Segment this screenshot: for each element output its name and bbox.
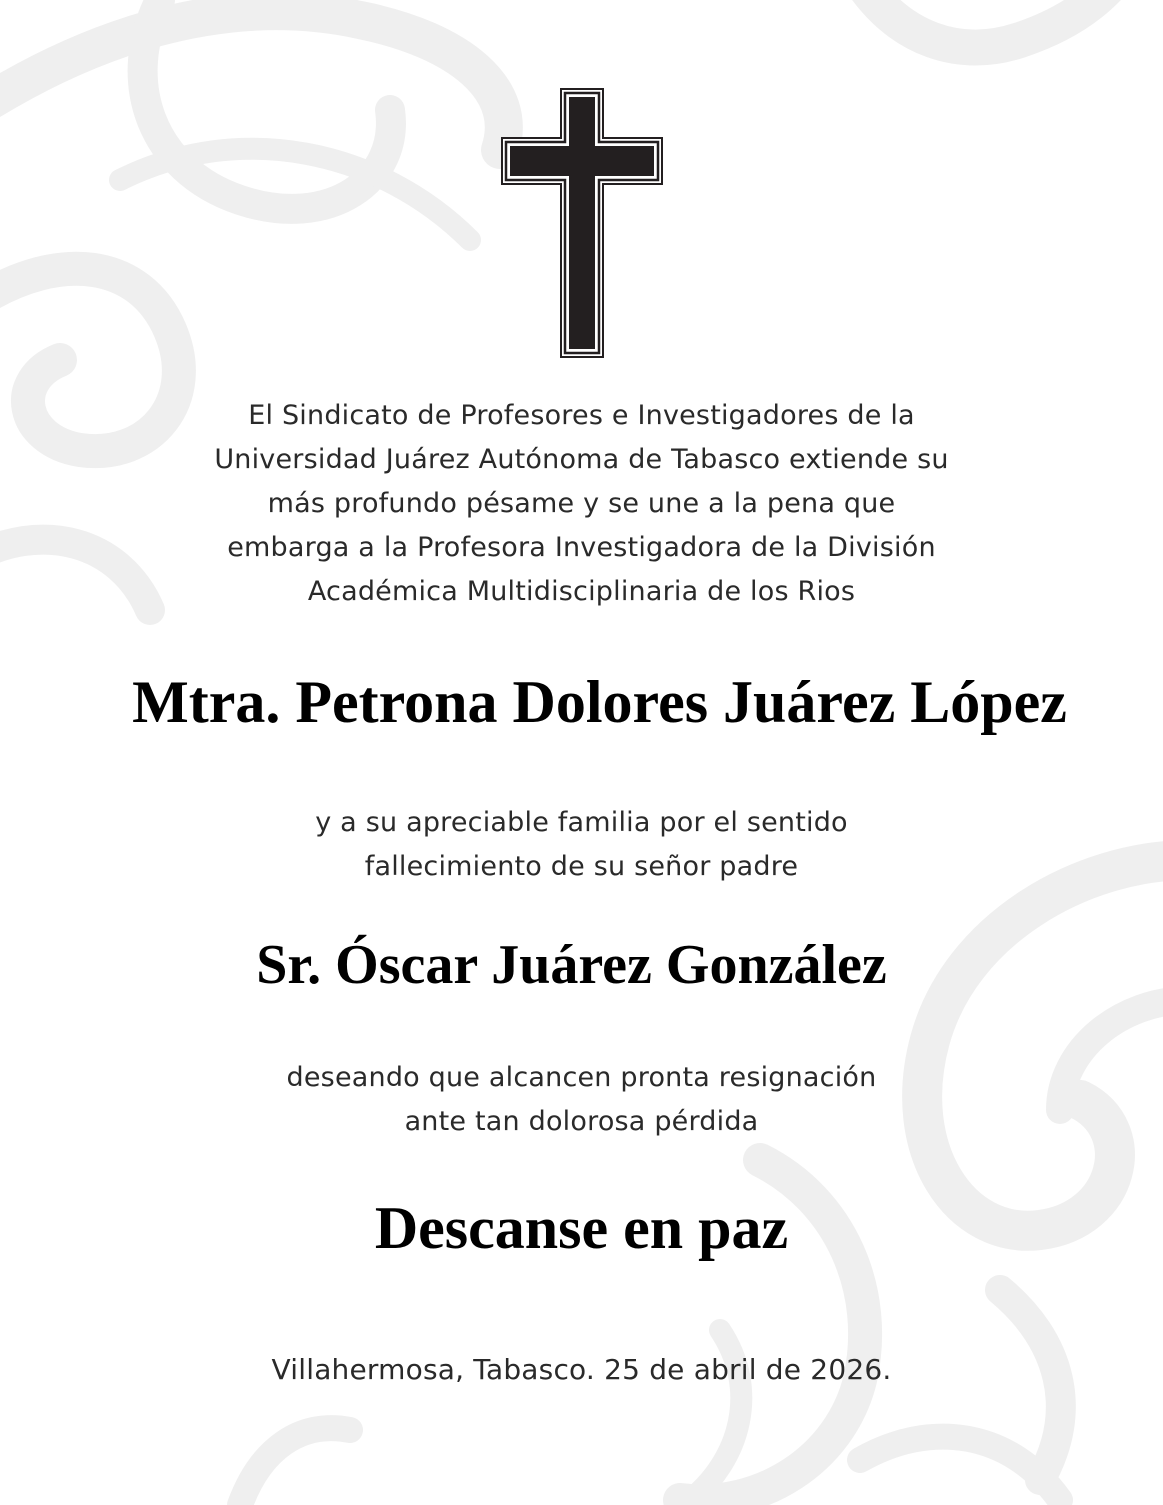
place-and-date: Villahermosa, Tabasco. 25 de abril de 2026. (271, 1353, 892, 1386)
latin-cross-icon (501, 88, 663, 358)
wish-paragraph (0, 1056, 1163, 1144)
intro-line: Académica Multidisciplinaria de los Rios (307, 576, 856, 607)
intro-line: embarga a la Profesora Investigadora de la División (227, 532, 936, 563)
relation-paragraph (0, 801, 1163, 889)
intro-line: El Sindicato de Profesores e Investigadores de la (248, 400, 915, 431)
intro-line: más profundo pésame y se une a la pena que (267, 488, 896, 519)
rest-in-peace-heading: Descanse en paz (374, 1195, 789, 1261)
wish-line: deseando que alcancen pronta resignación (286, 1062, 877, 1093)
relation-line: y a su apreciable familia por el sentido (315, 807, 848, 838)
intro-paragraph (0, 394, 1163, 614)
deceased-name: Sr. Óscar Juárez González (256, 934, 887, 996)
relation-line: fallecimiento de su señor padre (364, 851, 799, 882)
honoree-name: Mtra. Petrona Dolores Juárez López (132, 669, 1067, 735)
wish-line: ante tan dolorosa pérdida (404, 1106, 759, 1137)
intro-line: Universidad Juárez Autónoma de Tabasco extiende su (214, 444, 949, 475)
